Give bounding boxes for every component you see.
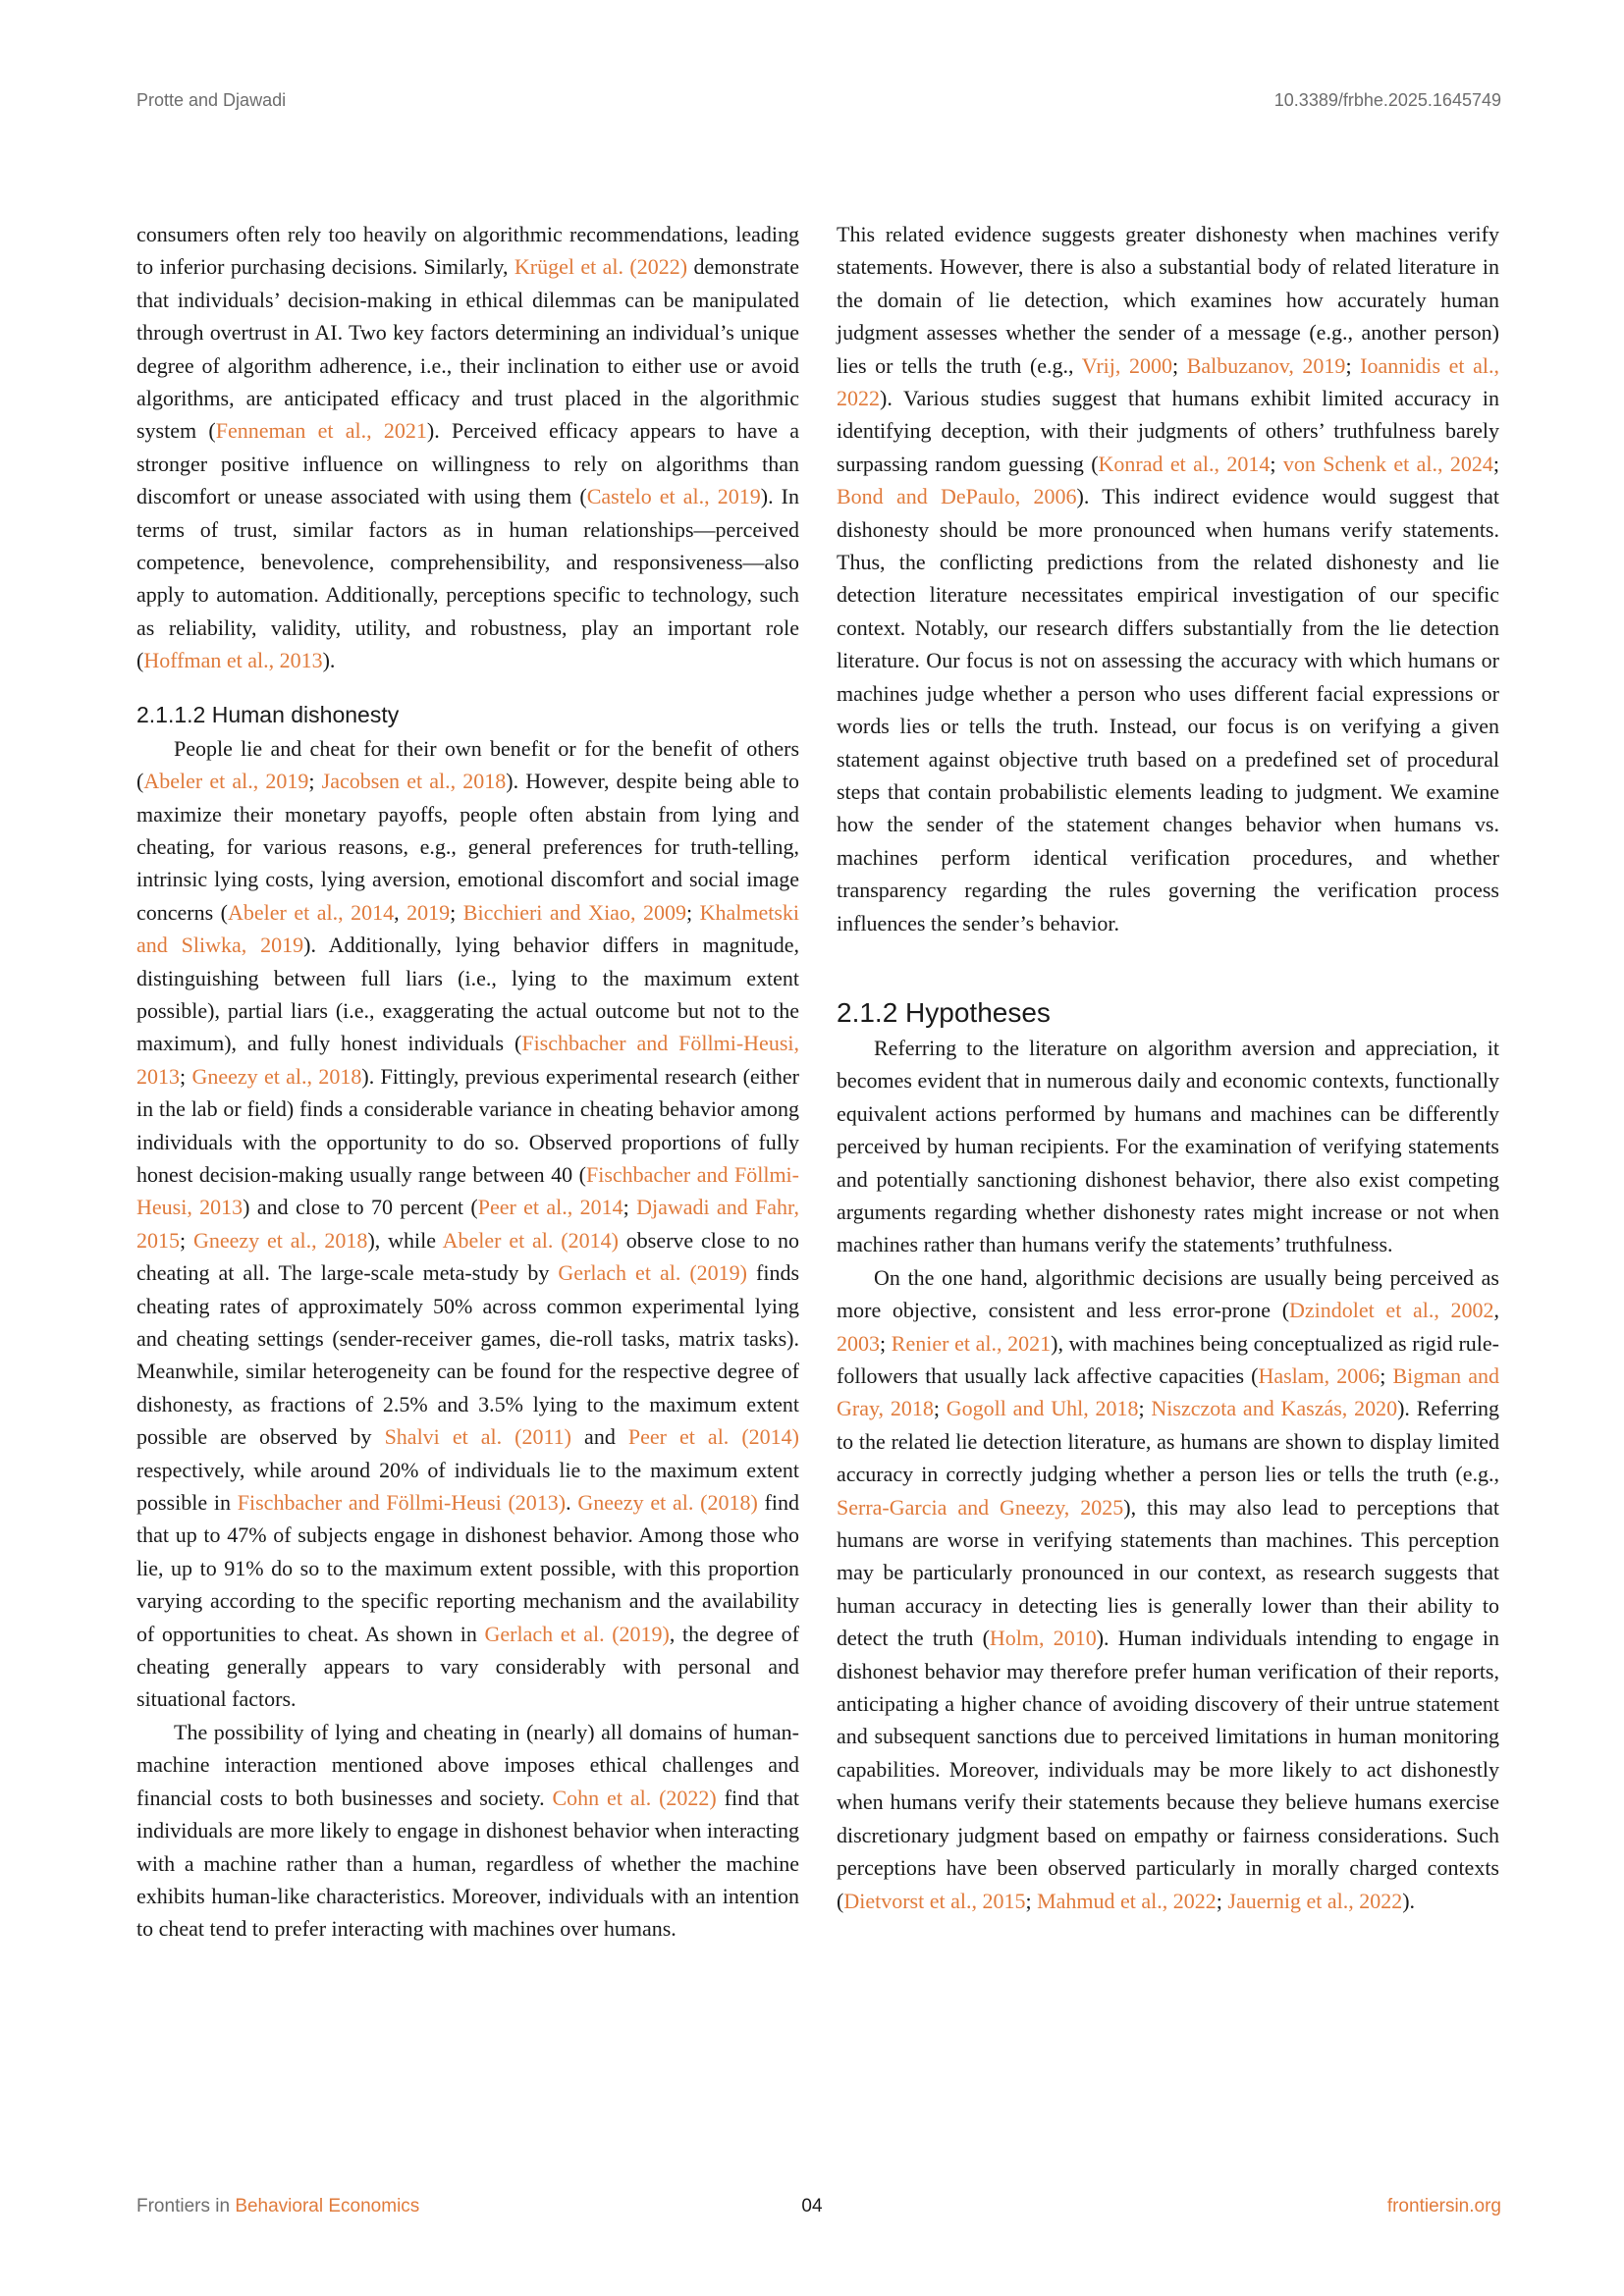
- footer-journal-name[interactable]: Behavioral Economics: [235, 2196, 420, 2216]
- citation-link[interactable]: Gneezy et al., 2018: [191, 1063, 362, 1089]
- text-run: ), while: [367, 1227, 443, 1253]
- citation-link[interactable]: Peer et al., 2014: [477, 1195, 623, 1220]
- citation-link[interactable]: Djawadi and Fahr, 2015: [136, 1195, 799, 1253]
- text-run: ), this may also lead to perceptions that humans are worse in verifying statements than machines. This perception may be particularly pronounced in our context, as research suggests that human accuracy in detecting lies is generally lower than their ability to detect the truth (: [837, 1494, 1499, 1651]
- text-run: ). Human individuals intending to engage in dishonest behavior may therefore prefer human verification of their reports, anticipating a higher chance of avoiding discovery of their untrue statement and subsequent sanctions due to perceived limitations in human monitoring capabilities. Moreover, individuals may be more likely to act dishonestly when humans verify their statements because they believe humans exercise discretionary judgment based on empathy or fairness considerations. Such perceptions have been observed particularly in morally charged contexts (: [837, 1626, 1499, 1913]
- left-column: [136, 218, 799, 1946]
- section-heading-human-dishonesty: 2.1.1.2 Human dishonesty: [136, 701, 400, 727]
- citation-link[interactable]: von Schenk et al., 2024: [1282, 451, 1493, 476]
- citation-link[interactable]: Jacobsen et al., 2018: [321, 769, 507, 794]
- text-run: demonstrate that individuals’ decision-making in ethical dilemmas can be manipulated through overtrust in AI. Two key factors determining an individual’s unique degree of algorithm adherence, i.e., their inclination to either use or avoid algorithms, are anticipated efficacy and trust placed in the algorithmic system (: [136, 254, 799, 444]
- running-header-authors: Protte and Djawadi: [136, 90, 287, 110]
- citation-link[interactable]: 2019: [406, 899, 451, 925]
- citation-link[interactable]: Dietvorst et al., 2015: [843, 1888, 1026, 1913]
- text-run: ;: [880, 1330, 892, 1356]
- text-run: This related evidence suggests greater dishonesty when machines verify statements. However, there is also a substantial body of related literature in the domain of lie detection, which examines how accurately human judgment assesses whether the sender of a message (e.g., another person) lies or tells the truth (e.g.,: [837, 222, 1499, 378]
- text-run: ;: [1171, 352, 1187, 378]
- citation-link[interactable]: Vrij, 2000: [1081, 352, 1172, 378]
- paragraph: [136, 1716, 799, 1946]
- citation-link[interactable]: Krügel et al. (2022): [514, 254, 688, 280]
- text-run: Referring to the literature on algorithm aversion and appreciation, it becomes evident that in numerous daily and economic contexts, functionally equivalent actions performed by humans and machines can be differently perceived by human recipients. For the examination of verifying statements and potentially sanctioning dishonest behavior, there also exist competing arguments regarding whether dishonesty rates might increase or not when machines rather than humans verify the statements’ truthfulness.: [837, 1035, 1499, 1257]
- paragraph: [136, 218, 799, 677]
- text-run: ). Referring to the related lie detection literature, as humans are shown to display limited accuracy in correctly judging whether a person lies or tells the truth (e.g.,: [837, 1396, 1499, 1487]
- text-run: People lie and cheat for their own benefit or for the benefit of others (: [136, 735, 799, 794]
- citation-link[interactable]: Ioannidis et al., 2022: [837, 352, 1499, 411]
- text-run: On the one hand, algorithmic decisions are usually being perceived as more objective, consistent and less error-prone (: [837, 1264, 1499, 1323]
- paragraph: [136, 732, 799, 1716]
- text-run: find that individuals are more likely to engage in dishonest behavior when interacting with a machine rather than a human, regardless of whether the machine exhibits human-like characteristics. Moreover, individuals with an intention to cheat tend to prefer interacting with machines over humans.: [136, 1785, 799, 1942]
- text-run: ;: [308, 769, 322, 794]
- paragraph: [837, 218, 1499, 939]
- citation-link[interactable]: Gerlach et al. (2019): [558, 1260, 747, 1286]
- text-run: ;: [450, 899, 463, 925]
- citation-link[interactable]: Hoffman et al., 2013: [143, 648, 323, 673]
- citation-link[interactable]: Peer et al. (2014): [627, 1424, 800, 1450]
- citation-link[interactable]: Balbuzanov, 2019: [1186, 352, 1346, 378]
- citation-link[interactable]: Abeler et al., 2019: [143, 769, 309, 794]
- citation-link[interactable]: Bond and DePaulo, 2006: [837, 484, 1077, 509]
- text-run: ;: [1380, 1363, 1393, 1388]
- text-run: ). Perceived efficacy appears to have a stronger positive influence on willingness to rely on algorithms than discomfort or unease associated with using them (: [136, 418, 799, 509]
- citation-link[interactable]: Abeler et al. (2014): [442, 1227, 619, 1253]
- text-run: ). However, despite being able to maximize their monetary payoffs, people often abstain from lying and cheating, for various reasons, e.g., general preferences for truth-telling, intrinsic lying costs, lying aversion, emotional discomfort and social image concerns (: [136, 769, 799, 925]
- page-number: 04: [801, 2196, 823, 2216]
- text-run: find that up to 47% of subjects engage in dishonest behavior. Among those who lie, up to 91% do so to the maximum extent possible, with this proportion varying according to the specific reporting mechanism and the availability of opportunities to cheat. As shown in: [136, 1490, 799, 1646]
- text-run: ). Fittingly, previous experimental research (either in the lab or field) finds a considerable variance in cheating behavior among individuals with the opportunity to do so. Observed proportions of fully honest decision-making usually range between 40 (: [136, 1063, 799, 1187]
- citation-link[interactable]: Abeler et al., 2014: [228, 899, 395, 925]
- citation-link[interactable]: Konrad et al., 2014: [1098, 451, 1271, 476]
- text-run: and: [571, 1424, 628, 1450]
- citation-link[interactable]: Fenneman et al., 2021: [215, 418, 427, 444]
- text-run: ). In terms of trust, similar factors as in human relationships—perceived competence, benevolence, comprehensibility, and responsiveness—also apply to automation. Additionally, perceptions specific to technology, such as reliability, validity, utility, and robustness, play an important role (: [136, 484, 800, 673]
- citation-link[interactable]: Khalmetski and Sliwka, 2019: [136, 899, 800, 958]
- text-run: ) and close to 70 percent (: [243, 1195, 478, 1220]
- text-run: ,: [1493, 1298, 1499, 1323]
- text-run: respectively, while around 20% of individuals lie to the maximum extent possible in: [136, 1457, 799, 1516]
- text-run: , the degree of cheating generally appears to vary considerably with personal and situational factors.: [136, 1621, 800, 1712]
- text-run: ;: [685, 899, 700, 925]
- citation-link[interactable]: Dzindolet et al., 2002: [1289, 1298, 1494, 1323]
- section-heading-hypotheses: 2.1.2 Hypotheses: [837, 996, 1051, 1028]
- text-run: ;: [1025, 1888, 1038, 1913]
- paragraph: [837, 1261, 1499, 1917]
- paragraph: [837, 1032, 1499, 1261]
- citation-link[interactable]: Serra-Garcia and Gneezy, 2025: [837, 1494, 1124, 1520]
- text-run: ). Additionally, lying behavior differs in magnitude, distinguishing between full liars (i.e., lying to the maximum extent possible), partial liars (i.e., exaggerating the actual outcome but not to the maximum), and fully honest individuals (: [136, 933, 799, 1056]
- right-column: [837, 218, 1499, 1917]
- text-run: ;: [1492, 451, 1499, 476]
- citation-link[interactable]: Fischbacher and Föllmi-Heusi, 2013: [136, 1031, 799, 1089]
- text-run: ).: [1402, 1888, 1416, 1913]
- citation-link[interactable]: Bigman and Gray, 2018: [837, 1363, 1500, 1421]
- text-run: ;: [933, 1396, 947, 1421]
- text-run: .: [566, 1490, 578, 1516]
- text-run: finds cheating rates of approximately 50% across common experimental lying and cheating settings (sender-receiver games, die-roll tasks, matrix tasks). Meanwhile, similar heterogeneity can be found for the respective degree of dishonesty, as fractions of 2.5% and 3.5% lying to the maximum extent possible are observed by: [136, 1260, 800, 1450]
- citation-link[interactable]: Holm, 2010: [989, 1626, 1097, 1651]
- text-run: ;: [1138, 1396, 1152, 1421]
- citation-link[interactable]: Gogoll and Uhl, 2018: [946, 1396, 1139, 1421]
- text-run: ). This indirect evidence would suggest that dishonesty should be more pronounced when humans verify statements. Thus, the conflicting predictions from the related dishonesty and lie detection literature necessitates empirical investigation of our specific context. Notably, our research differs substantially from the lie detection literature. Our focus is not on assessing the accuracy with which humans or machines judge whether a person who uses different facial expressions or words lies or tells the truth. Instead, our focus is on verifying a given statement against objective truth based on a predefined set of procedural steps that contain probabilistic elements leading to judgment. We examine how the sender of the statement changes behavior when humans vs. machines perform identical verification procedures, and whether transparency regarding the rules governing the verification process influences the sender’s behavior.: [837, 484, 1499, 935]
- citation-link[interactable]: Jauernig et al., 2022: [1227, 1888, 1403, 1913]
- citation-link[interactable]: Shalvi et al. (2011): [384, 1424, 572, 1450]
- citation-link[interactable]: 2003: [837, 1330, 880, 1356]
- citation-link[interactable]: Haslam, 2006: [1258, 1363, 1380, 1388]
- text-run: ;: [1270, 451, 1283, 476]
- text-run: ;: [1345, 352, 1361, 378]
- text-run: ). Various studies suggest that humans exhibit limited accuracy in identifying deception, with their judgments of others’ truthfulness barely surpassing random guessing (: [837, 386, 1499, 476]
- text-run: ;: [180, 1063, 192, 1089]
- citation-link[interactable]: Gneezy et al. (2018): [577, 1490, 758, 1516]
- text-run: consumers often rely too heavily on algorithmic recommendations, leading to inferior purchasing decisions. Similarly,: [136, 222, 799, 280]
- citation-link[interactable]: Gerlach et al. (2019): [484, 1621, 670, 1646]
- footer-journal-prefix: Frontiers in: [136, 2196, 231, 2216]
- text-run: ).: [322, 648, 336, 673]
- citation-link[interactable]: Bicchieri and Xiao, 2009: [462, 899, 686, 925]
- citation-link[interactable]: Fischbacher and Föllmi-Heusi, 2013: [136, 1161, 799, 1220]
- text-run: ), with machines being conceptualized as rigid rule-followers that usually lack affective capacities (: [837, 1330, 1499, 1388]
- citation-link[interactable]: Fischbacher and Föllmi-Heusi (2013): [237, 1490, 567, 1516]
- text-run: observe close to no cheating at all. The large-scale meta-study by: [136, 1227, 800, 1286]
- citation-link[interactable]: Mahmud et al., 2022: [1037, 1888, 1217, 1913]
- citation-link[interactable]: Gneezy et al., 2018: [192, 1227, 368, 1253]
- citation-link[interactable]: Renier et al., 2021: [891, 1330, 1052, 1356]
- citation-link[interactable]: Niszczota and Kaszás, 2020: [1151, 1396, 1398, 1421]
- text-run: ,: [394, 899, 407, 925]
- text-run: ;: [180, 1227, 193, 1253]
- citation-link[interactable]: Cohn et al. (2022): [552, 1785, 717, 1810]
- text-run: The possibility of lying and cheating in (nearly) all domains of human-machine interaction mentioned above imposes ethical challenges and financial costs to both businesses and society.: [136, 1719, 799, 1810]
- footer-site-link[interactable]: frontiersin.org: [1386, 2196, 1501, 2216]
- text-run: ;: [623, 1195, 637, 1220]
- text-run: ;: [1216, 1888, 1228, 1913]
- running-header-doi[interactable]: 10.3389/frbhe.2025.1645749: [1273, 90, 1501, 110]
- citation-link[interactable]: Castelo et al., 2019: [586, 484, 761, 509]
